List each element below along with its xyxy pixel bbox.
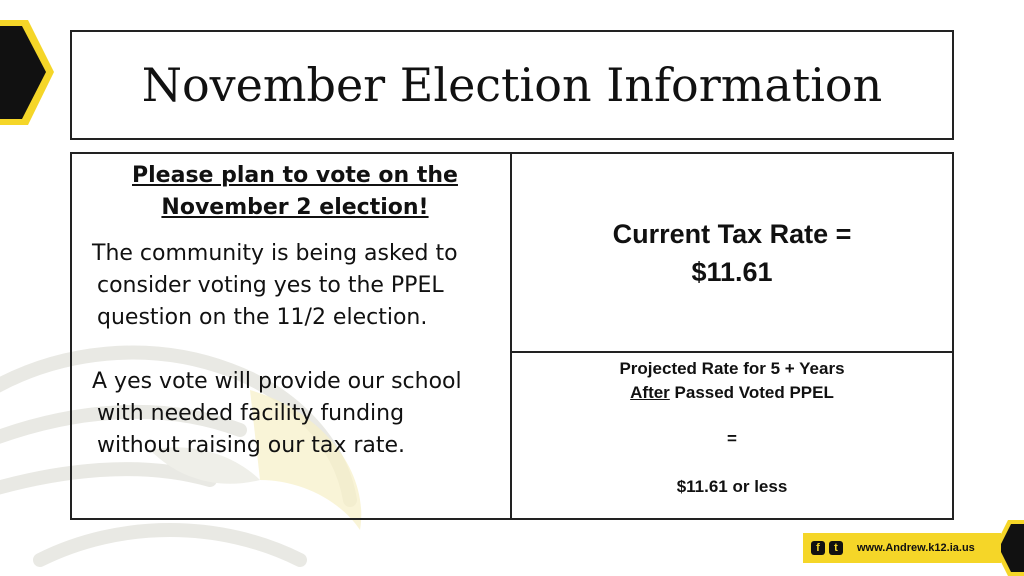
projected-rate-label: Projected Rate for 5 + Years [619, 359, 845, 378]
projected-rate-sublabel [512, 383, 952, 403]
passed-voted-ppel: Passed Voted PPEL [669, 383, 834, 402]
paragraph-line: with needed facility funding [97, 401, 405, 426]
equals-sign: = [727, 429, 737, 448]
community-paragraph [92, 238, 498, 334]
vote-heading-line2: November 2 election! [161, 195, 429, 220]
vote-heading-line1: Please plan to vote on the [132, 163, 458, 188]
current-tax-rate-label: Current Tax Rate = [612, 218, 852, 249]
projected-rate-cell [512, 353, 952, 518]
paragraph-line: consider voting yes to the PPEL [97, 273, 444, 298]
paragraph-line: A yes vote will provide our school [92, 369, 462, 394]
website-link[interactable]: www.Andrew.k12.ia.us [857, 542, 975, 554]
paragraph-line: question on the 11/2 election. [97, 305, 428, 330]
title-box [70, 30, 954, 140]
facebook-icon[interactable]: f [811, 541, 825, 555]
current-tax-rate-cell [512, 154, 952, 353]
current-tax-rate-value: $11.61 [691, 256, 773, 287]
slide-title: November Election Information [141, 58, 883, 112]
after-word: After [630, 383, 670, 402]
corner-chevron-decoration [0, 20, 60, 125]
content-table [70, 152, 954, 520]
yes-vote-paragraph [92, 366, 498, 462]
paragraph-line: The community is being asked to [92, 241, 458, 266]
vote-heading [92, 160, 498, 224]
paragraph-line: without raising our tax rate. [97, 433, 406, 458]
footer-bar [803, 533, 1001, 563]
projected-rate-value: $11.61 or less [676, 477, 788, 496]
twitter-icon[interactable]: t [829, 541, 843, 555]
left-cell [72, 154, 512, 518]
